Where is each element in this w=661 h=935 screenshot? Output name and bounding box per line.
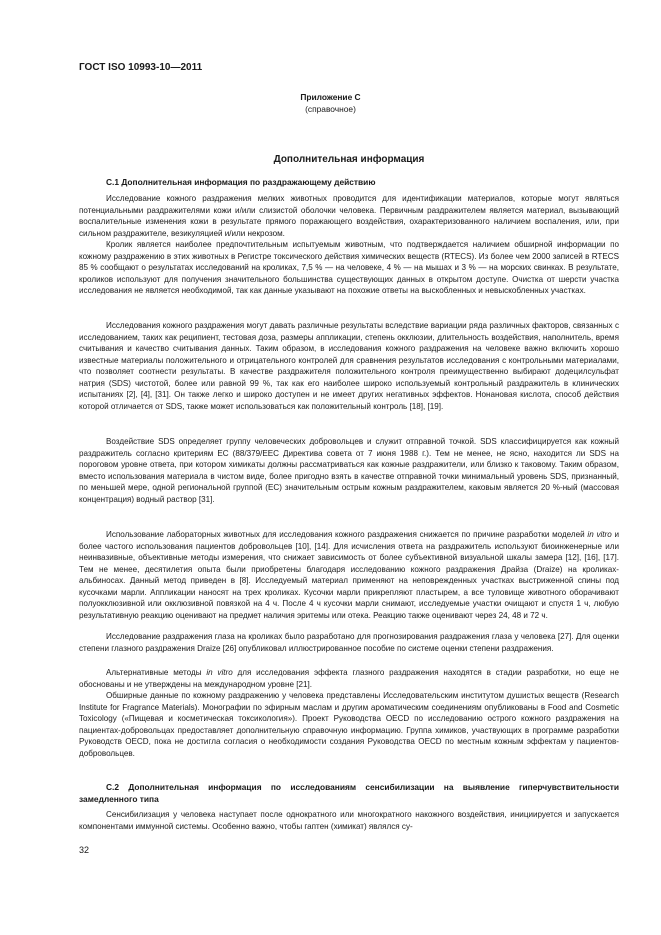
c1-paragraph-6: Исследование раздражения глаза на кроликах было разработано для прогнозирования раздражения глаза у человека [27]. Для оценки степени глазного раздражения Draize [26] опубликовал иллюстрированное пособие по системе оценки степени раздражения. [79,632,619,653]
section-title: Дополнительная информация [273,154,425,165]
c1-heading: С.1 Дополнительная информация по раздражающему действию [106,177,376,187]
c2-paragraph-1: Сенсибилизация у человека наступает после однократного или многократного накожного воздействия, инициируется и запускается компонентами иммунной системы. Особенно важно, чтобы гаптен (химикат) являлся су- [79,810,619,831]
annex-subtitle: (справочное) [305,104,356,114]
standard-header: ГОСТ ISO 10993-10—2011 [79,62,203,73]
c1-paragraph-3: Исследования кожного раздражения могут давать различные результаты вследствие вариации ряда различных факторов, связанных с исследованием, таких как реципиент, тестовая доза, размеры аппликации, степень окклюзии, длительность воздействия, наполнитель, время считывания и качество считывания данных. Таким образом, в исследования кожного раздражения на человеке важно включить хорошо известные материалы положительного и отрицательного контролей для сравнения результатов исследования с контрольными материалами, что позволяет соотнести результаты. В качестве раздражителя положительного контроля преимущественно выбирают додецилсульфат натрия (SDS) чистотой, более или равной 99 %, так как его наиболее широко используемый контрольный раздражитель в клинических испытаниях [2], [4], [31]. Он также легко и широко доступен и не имеет других негативных эффектов. Нонановая кислота, способ действия которой отличается от SDS, также может использоваться как положительный контроль [18], [19]. [79,321,619,411]
c2-heading: С.2 Дополнительная информация по исследованиям сенсибилизации на выявление гиперчувствительности замедленного типа [79,782,619,805]
annex-title: Приложение С [300,92,361,102]
c1-paragraph-1: Исследование кожного раздражения мелких животных проводится для идентификации материалов, которые могут являться потенциальными раздражителями кожи и/или слизистой оболочки человека. Первичным раздражителем является материал, вызывающий воспалительные изменения кожи в результате прямого поражающего воздействия, охарактеризованного наличием воспаления, или, при сильном раздражителе, везикуляцией и/или некрозом. [79,194,619,238]
c1-paragraph-2: Кролик является наиболее предпочтительным испытуемым животным, что подтверждается наличием обширной информации по кожному раздражению в этих животных в Регистре токсического действия химических веществ (RTECS). Из более чем 2000 записей в RTECS 85 % сообщают о результатах исследований на кроликах, 7,5 % — на человеке, 4 % — на мышах и 3 % — на морских свинках. В результате, кроликов используют для получения значительного большинства существующих данных в открытом доступе. Очистка от шерсти участка исследования не является необходимой, так как данные указывают на похожие ответы на выскобленных и невыскобленных участках. [79,240,619,296]
c1-paragraph-8: Обширные данные по кожному раздражению у человека представлены Исследовательским институтом душистых веществ (Research Institute for Fragrance Materials). Монографии по эфирным маслам и другим ароматическим соединениям опубликованы в Food and Cosmetic Toxicology («Пищевая и косметическая токсикология»). Проект Руководства OECD по исследованию острого кожного раздражения на пациентах-добровольцах предоставляет дополнительную справочную информацию. Группа химиков, участвующих в программе разработки Руководств OECD, пока не достигла согласия о необходимости создания Руководства OECD по местным кожным эффектам у пациентов-добровольцев. [79,691,619,758]
c1-paragraph-7: Альтернативные методы in vitro для исследования эффекта глазного раздражения находятся в стадии разработки, но еще не обоснованы и не утверждены на международном уровне [21]. [79,668,619,689]
c1-paragraph-5: Использование лабораторных животных для исследования кожного раздражения снижается по причине разработки моделей in vitro и более частого использования пациентов добровольцев [10], [14]. Для исчисления ответа на раздражитель используют биоинженерные или неинвазивные, объективные методы измерения, что снижает зависимость от более субъективной визуальной шкалы замера [12], [16], [17]. Тем не менее, десятилетия опыта были приобретены благодаря исследованию кожного раздражения Драйза (Draize) на кроликах-альбиносах. Данный метод приведен в [8]. Исследуемый материал применяют на неповрежденных участках выстриженной спины под кусочками марли. Аппликации наносят на трех кроликах. Кусочки марли прикрепляют пластырем, а все туловище животного оборачивают полуокклюзивной или окклюзивной повязкой на 4 ч. После 4 ч кусочки марли снимают, исследуемые участки очищают и спустя 1 ч, любую результативную реакцию оценивают на предмет наличия эритемы или отека. Реакцию также оценивают через 24, 48 и 72 ч. [79,530,619,620]
page-number: 32 [79,845,90,855]
c1-paragraph-4: Воздействие SDS определяет группу человеческих добровольцев и служит отправной точкой. SDS классифицируется как кожный раздражитель согласно критериям ЕС (88/379/ЕЕС Директива совета от 7 июня 1988 г.). Тем не менее, не ясно, находится ли SDS на пороговом уровне ответа, при котором химикаты должны рассматриваться как кожные раздражители, или близко к таковому. Таким образом, вместо использования материала в чистом виде, более пригодно взять в качестве отправной точки минимальный уровень SDS, признанный, по меньшей мере, одной региональной группой (ЕС) значительным острым кожным раздражителем, каковым является 20 %-ный (массовая концентрация) водный раствор [31]. [79,437,619,504]
